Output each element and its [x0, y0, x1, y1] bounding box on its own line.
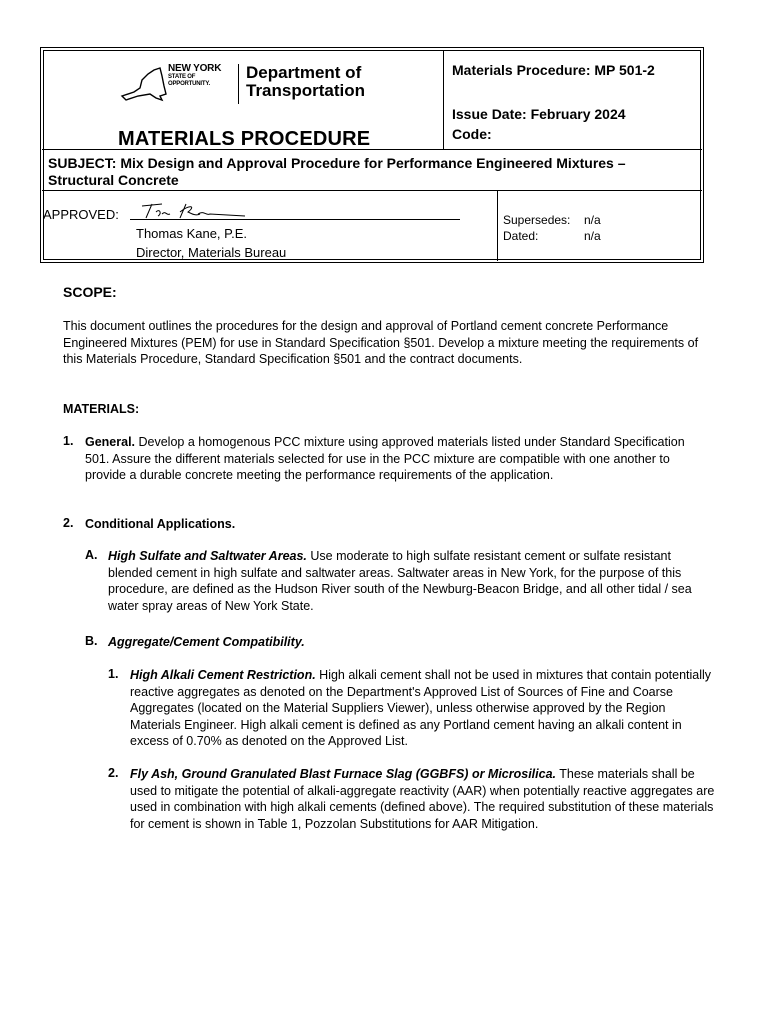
header-vertical-divider [443, 50, 444, 149]
procedure-code: Code: [452, 126, 492, 142]
supersedes-value: n/a [584, 213, 601, 227]
logo-line-opportunity: OPPORTUNITY. [168, 81, 210, 87]
materials-heading: MATERIALS: [63, 402, 140, 416]
dated-label: Dated: [503, 229, 539, 243]
new-york-state-map-icon [120, 66, 168, 102]
item-2-number: 2. [63, 516, 74, 530]
header-divider-subject [42, 190, 702, 191]
scope-heading: SCOPE: [63, 284, 117, 300]
item-2-conditional-applications: Conditional Applications. [85, 517, 236, 531]
nysdot-logo [120, 64, 390, 108]
dated-value: n/a [584, 229, 601, 243]
approver-title: Director, Materials Bureau [136, 245, 287, 260]
scope-paragraph: This document outlines the procedures for the design and approval of Portland cement concrete Performance Engineered Mixtures (PEM) for use in Standard Specification §501. Develop a mixture meeting the requirements of this Materials Procedure, Standard Specification §501 and the contract documents. [63, 319, 699, 366]
logo-divider [238, 64, 239, 104]
item-b-letter: B. [85, 634, 98, 648]
subitem-1-text: High alkali cement shall not be used in mixtures that contain potentially reactive aggregates as denoted on the Department's Approved List of Sources of Fine and Coarse Aggregates (located on the Material Suppliers Viewer), unless otherwise approved by the Region Materials Engineer. High alkali cement is defined as any Portland cement having an alkali content in excess of 0.70% as denoted on the Approved List. [130, 668, 712, 748]
logo-line-state-of: STATE OF [168, 74, 196, 80]
issue-date: Issue Date: February 2024 [452, 106, 626, 122]
item-a-lead: High Sulfate and Saltwater Areas. [108, 549, 307, 563]
subitem-2-number: 2. [108, 766, 119, 780]
signature-image [140, 200, 250, 227]
subject-line: SUBJECT: Mix Design and Approval Procedure for Performance Engineered Mixtures – Structural Concrete [48, 155, 626, 188]
supersedes-label: Supersedes: [503, 213, 571, 227]
item-1-text: Develop a homogenous PCC mixture using approved materials listed under Standard Specification 501. Assure the different materials selected for use in the PCC mixture are compatible with one another to provide a durable concrete meeting the performance requirements of the application. [85, 435, 685, 482]
subitem-2-text: These materials shall be used to mitigate the potential of alkali-aggregate reactivity (AAR) when potentially reactive aggregates are used in combination with high alkali cements (defined above). The required substitution of these materials for cement is shown in Table 1, Pozzolan Substitutions for AAR Mitigation. [130, 767, 715, 831]
subitem-2-fly-ash [130, 766, 715, 832]
item-b-aggregate-cement: Aggregate/Cement Compatibility. [108, 635, 305, 649]
item-1-lead: General. [85, 435, 136, 449]
supersedes-divider [497, 190, 498, 261]
subitem-1-lead: High Alkali Cement Restriction. [130, 668, 316, 682]
subitem-1-number: 1. [108, 667, 119, 681]
document-type-title: MATERIALS PROCEDURE [118, 128, 371, 150]
department-name-line2: Transportation [246, 81, 366, 100]
signature-line [130, 219, 460, 220]
procedure-number: Materials Procedure: MP 501-2 [452, 62, 655, 78]
department-name-line1: Department of [246, 63, 362, 82]
subitem-2-lead: Fly Ash, Ground Granulated Blast Furnace Slag (GGBFS) or Microsilica. [130, 767, 557, 781]
item-1-general [85, 434, 705, 484]
approved-label: APPROVED: [43, 207, 119, 222]
item-a-text: Use moderate to high sulfate resistant cement or sulfate resistant blended cement in high sulfate and saltwater areas. Saltwater areas in New York, for the purpose of this procedure, are defined as the Hudson River south of the Newburg-Beacon Bridge, and all other tidal / sea water spray areas of New York State. [108, 549, 692, 613]
item-1-number: 1. [63, 434, 74, 448]
logo-line-new-york: NEW YORK [168, 63, 222, 74]
item-a-sulfate-saltwater [108, 548, 708, 614]
approver-name: Thomas Kane, P.E. [136, 226, 248, 241]
item-a-letter: A. [85, 548, 98, 562]
logo-wordmark [168, 64, 221, 88]
subitem-1-high-alkali [130, 667, 715, 750]
